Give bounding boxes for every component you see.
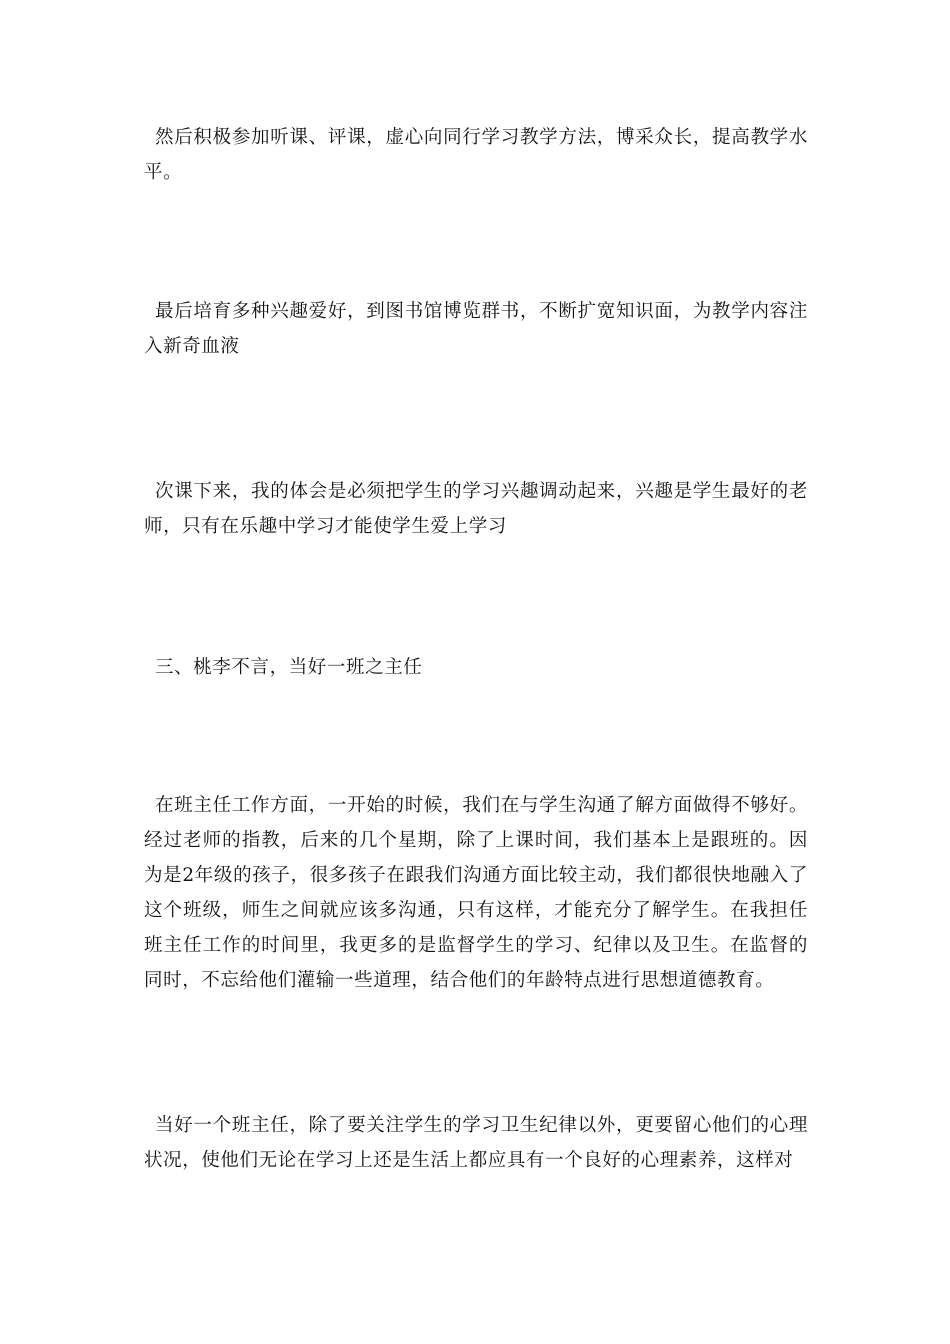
section-heading-class-teacher: 三、桃李不言，当好一班之主任: [155, 657, 423, 678]
paragraph-lesson-reflection: 次课下来，我的体会是必须把学生的学习兴趣调动起来，兴趣是学生最好的老师，只有在乐趣中学习才能使学生爱上学习: [144, 481, 808, 537]
paragraph-cultivate-interests: 最后培育多种兴趣爱好，到图书馆博览群书，不断扩宽知识面，为教学内容注入新奇血液: [144, 301, 808, 357]
paragraph-class-teacher-work: 在班主任工作方面，一开始的时候，我们在与学生沟通了解方面做得不够好。经过老师的指教，后来的几个星期，除了上课时间，我们基本上是跟班的。因为是2年级的孩子，很多孩子在跟我们沟通方面比较主动，我们都很快地融入了这个班级，师生之间就应该多沟通，只有这样，才能充分了解学生。在我担任班主任工作的时间里，我更多的是监督学生的学习、纪律以及卫生。在监督的同时，不忘给他们灌输一些道理，结合他们的年龄特点进行思想道德教育。: [144, 795, 808, 991]
paragraph-student-psychology: 当好一个班主任，除了要关注学生的学习卫生纪律以外，更要留心他们的心理状况，使他们无论在学习上还是生活上都应具有一个良好的心理素养，这样对: [144, 1115, 808, 1171]
paragraph-observe-lessons: 然后积极参加听课、评课，虚心向同行学习教学方法，博采众长，提高教学水平。: [144, 127, 808, 183]
